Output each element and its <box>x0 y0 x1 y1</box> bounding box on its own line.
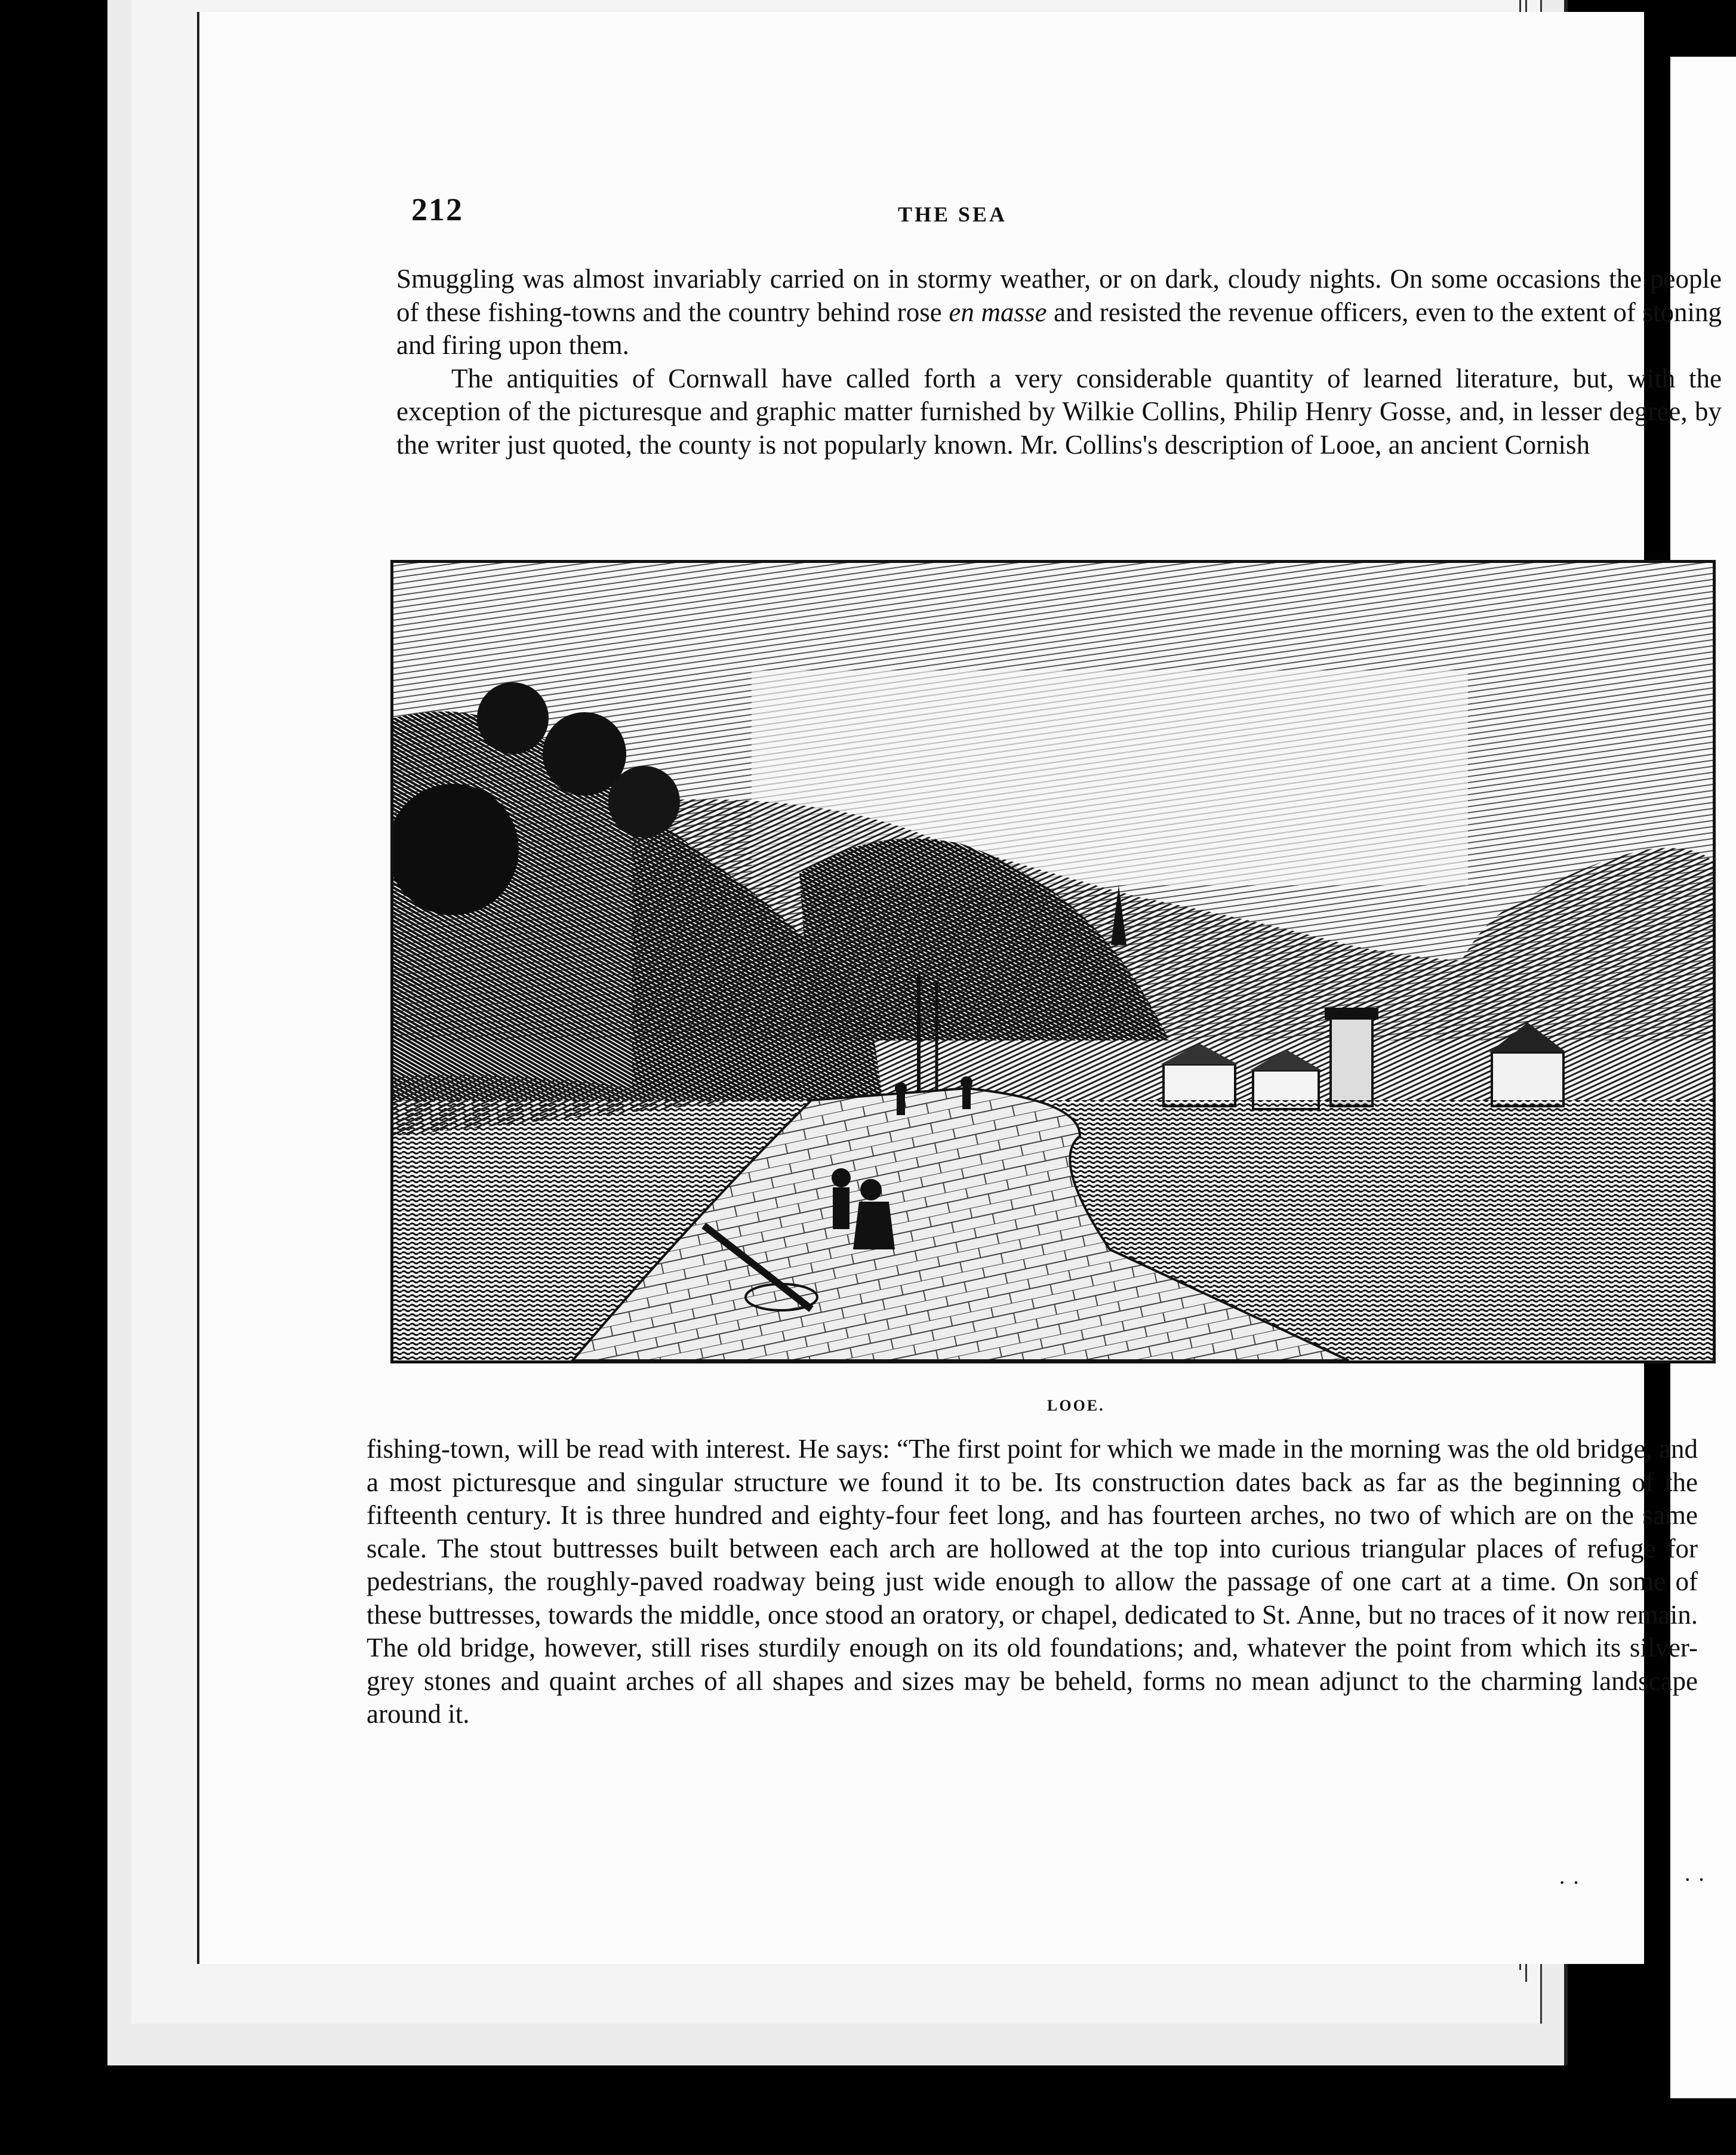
figure-caption: LOOE. <box>1047 1397 1105 1414</box>
running-head: THE SEA <box>898 202 1008 226</box>
text-run: and resisted the revenue officers, even to the extent of stoning and firing upon them. <box>396 297 1722 360</box>
tree <box>608 766 680 838</box>
paragraph: The antiquities of Cornwall have called forth a very considerable quantity of learned literature, but, with the exception of the picturesque and graphic matter furnished by Wilkie Collins, Philip Henry Gosse, and, in lesser degree, by the writer just quoted, the county is not popularly known. Mr. Collins's description of Looe, an ancient Cornish <box>396 363 1722 460</box>
body-text-top <box>396 263 1722 461</box>
tree <box>393 784 519 915</box>
church-tower <box>1331 1017 1372 1106</box>
body-text-bottom <box>367 1433 1698 1731</box>
engraving-illustration <box>393 563 1713 1360</box>
paragraph: fishing-town, will be read with interest. He says: “The first point for which we made in the morning was the old bridge, and a most picturesque and singular structure we found it to be. Its construction dates back as far as the beginning of the fifteenth century. It is three hundred and eighty-four feet long, and has fourteen arches, no two of which are on the same scale. The stout buttresses built between each arch are hollowed at the top into curious triangular places of refuge for pedestrians, the roughly-paved roadway being just wide enough to allow the passage of one cart at a time. On some of these buttresses, towards the middle, once stood an oratory, or chapel, dedicated to St. Anne, but no traces of it now remain. The old bridge, however, still rises sturdily enough on its old foundations; and, whatever the point from which its silver-grey stones and quaint arches of all shapes and sizes may be beheld, forms no mean adjunct to the charming landscape around it. <box>367 1434 1698 1729</box>
paragraph <box>396 263 1722 362</box>
tree <box>477 682 549 754</box>
page-header <box>199 191 1644 239</box>
scan-speck: · · <box>1683 1866 1706 1893</box>
engraving-looe <box>390 560 1716 1363</box>
scan-speck: · · <box>1558 1869 1580 1896</box>
page-number: 212 <box>411 192 463 227</box>
text-run: Smuggling was almost invariably carried on in stormy weather, or on dark, cloudy nights. On some occasions the people of these fishing-towns and the country behind rose <box>396 264 1722 327</box>
book-page <box>197 12 1722 1964</box>
italic-phrase: en masse <box>949 297 1047 327</box>
